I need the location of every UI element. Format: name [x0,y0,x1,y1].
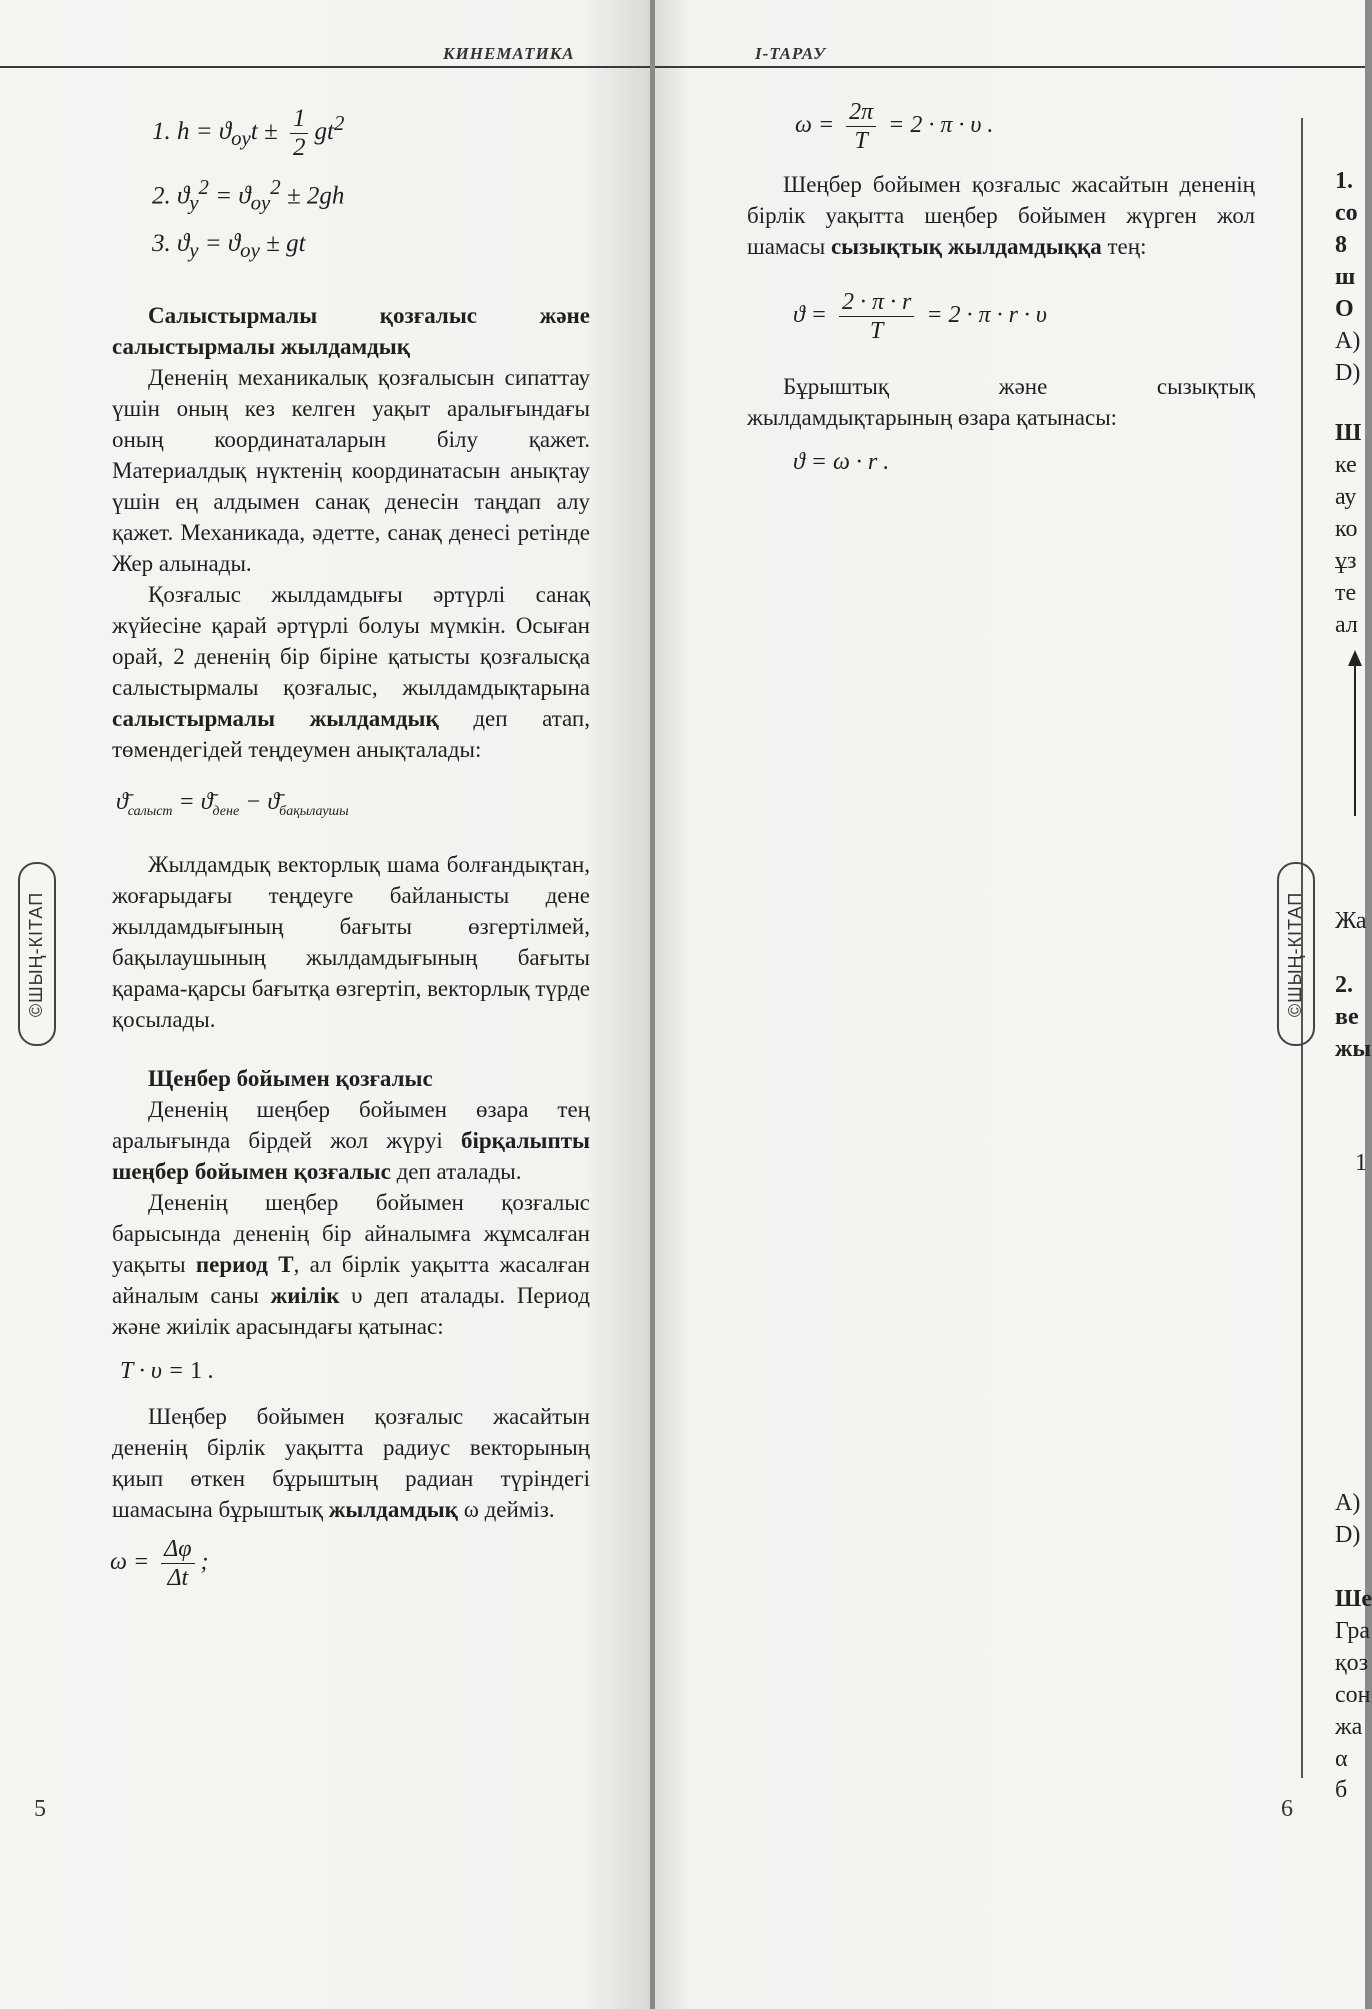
formula-v-omega-r: ϑ = ω · r . [793,449,890,475]
cut-text: ау [1335,484,1357,510]
cut-text: со [1335,200,1358,226]
formula-angular-velocity: ω = $\frac{\Delta\varphi}{\Delta t}$ ; [110,1536,209,1592]
cut-text: А) [1335,1490,1361,1516]
paragraph-3: Жылдамдық векторлық шама болғандықтан, жоғарыдағы теңдеуге байланысты дене жылдамдығының бағыты өзгертілмей, бақылаушының жылдамдығының бағыты қарама-қарсы бағытқа өзгертіп, векторлық түрде қосылады. [112,852,590,1033]
left-page [0,0,650,2009]
paragraph-6: Шеңбер бойымен қозғалыс жасайтын дененің бірлік уақытта радиус векторының қиып өткен бұрыштың радиан түріндегі шамасына бұрыштық жылдамдық ω дейміз. [112,1404,590,1523]
publisher-badge-right: ©ШЫҢ-КІТАП [1277,862,1315,1046]
cut-text: Жа [1335,908,1367,934]
cut-text: Ш [1335,420,1362,446]
formula-relative-velocity: $ϑ̄_{салыст}$ = $ϑ̄_{дене}$ − $ϑ̄_{бақылаушы}$ [116,789,349,820]
paragraph-1: Дененің механикалық қозғалысын сипаттау үшін оның кез келген уақыт аралығындағы оның координаталарын білу қажет. Материалдық нүктенің координатасын анықтау үшін ең алдымен санақ денесін таңдап алу қажет. Механикада, әдетте, санақ денесі ретінде Жер алынады. [112,365,590,577]
paragraph-linear-velocity: Шеңбер бойымен қозғалыс жасайтын дененің бірлік уақытта шеңбер бойымен жүрген жол шамасы сызықтық жылдамдыққа тең: [747,172,1255,259]
cut-text: ко [1335,516,1358,542]
header-rule-left [0,66,650,68]
kinematic-formulas [152,105,590,266]
paragraph-4: Дененің шеңбер бойымен өзара тең аралығында бірдей жол жүруі бірқалыпты шеңбер бойымен қозғалыс деп аталады. [112,1097,590,1185]
formula-linear-velocity: ϑ = $\frac{2 \cdot \pi \cdot r}{T}$ = 2 · π · r · υ [793,289,1047,344]
paragraph-2: Қозғалыс жылдамдығы әртүрлі санақ жүйесіне қарай әртүрлі болуы мүмкін. Осыған орай, 2 дененің бір біріне қатысты қозғалысқа салыстырмалы қозғалыс, жылдамдықтарына салыстырмалы жылдамдық деп атап, төмендегідей теңдеумен анықталады: [112,582,590,763]
section-title-circular-motion: Щенбер бойымен қозғалыс [148,1066,433,1092]
cut-text: жа [1335,1714,1363,1740]
cut-text: ұз [1335,548,1357,574]
cut-text: 1 [1355,1150,1367,1176]
header-rule-right [655,66,1365,68]
right-page [655,0,1372,2009]
cut-text: А) [1335,328,1361,354]
cut-text: ш [1335,264,1356,290]
formula-1: 1. $h = ϑ_{oy}t$ ± $\frac{1}{2}$ $gt^2$ [152,105,345,161]
cut-text: D) [1335,360,1361,386]
paragraph-5: Дененің шеңбер бойымен қозғалыс барысында дененің бір айналымға жұмсалған уақыты период T, ал бірлік уақытта жасалған айналым саны жиілік υ деп аталады. Период және жиілік арасындағы қатынас: [112,1190,590,1340]
cut-text: 1. [1335,168,1353,194]
cut-text: Ше [1335,1586,1372,1612]
publisher-badge-left: ©ШЫҢ-КІТАП [18,862,56,1046]
cut-text: ке [1335,452,1357,478]
cut-text: жы [1335,1036,1372,1062]
running-head-right: I-ТАРАУ [755,44,826,63]
section-title-relative-motion: Салыстырмалы қозғалыс және салыстырмалы жылдамдық [112,303,590,360]
cut-text: қоз [1335,1650,1369,1676]
cut-text: 8 [1335,232,1347,258]
formula-3: 3. $ϑ_y = ϑ_{oy}$ ± gt [152,230,306,263]
left-column [112,95,590,1592]
paragraph-relation: Бұрыштық және сызықтық жылдамдықтарының өзара қатынасы: [747,374,1255,430]
right-column [747,98,1255,478]
formula-omega-period: ω = $\frac{2\pi}{T}$ = 2 · π · υ . [795,99,994,154]
formula-period-frequency: T · υ = 1 . [120,1358,215,1385]
cut-text: ве [1335,1004,1359,1030]
cut-text: Гра [1335,1618,1371,1644]
cut-text: те [1335,580,1357,606]
cut-text: сон [1335,1682,1371,1708]
formula-2: 2. $ϑ_y^2 = ϑ_{oy}^2 \pm 2gh$ [152,175,345,215]
cut-text: ал [1335,612,1358,638]
page-number-right: 6 [1281,1796,1293,1822]
cut-text: D) [1335,1522,1361,1548]
running-head-left: КИНЕМАТИКА [443,44,575,63]
cut-text: α б [1335,1746,1348,1803]
cut-text: 2. [1335,972,1353,998]
page-number-left: 5 [34,1796,46,1822]
axis-line [1354,664,1356,816]
cut-text: О [1335,296,1354,322]
